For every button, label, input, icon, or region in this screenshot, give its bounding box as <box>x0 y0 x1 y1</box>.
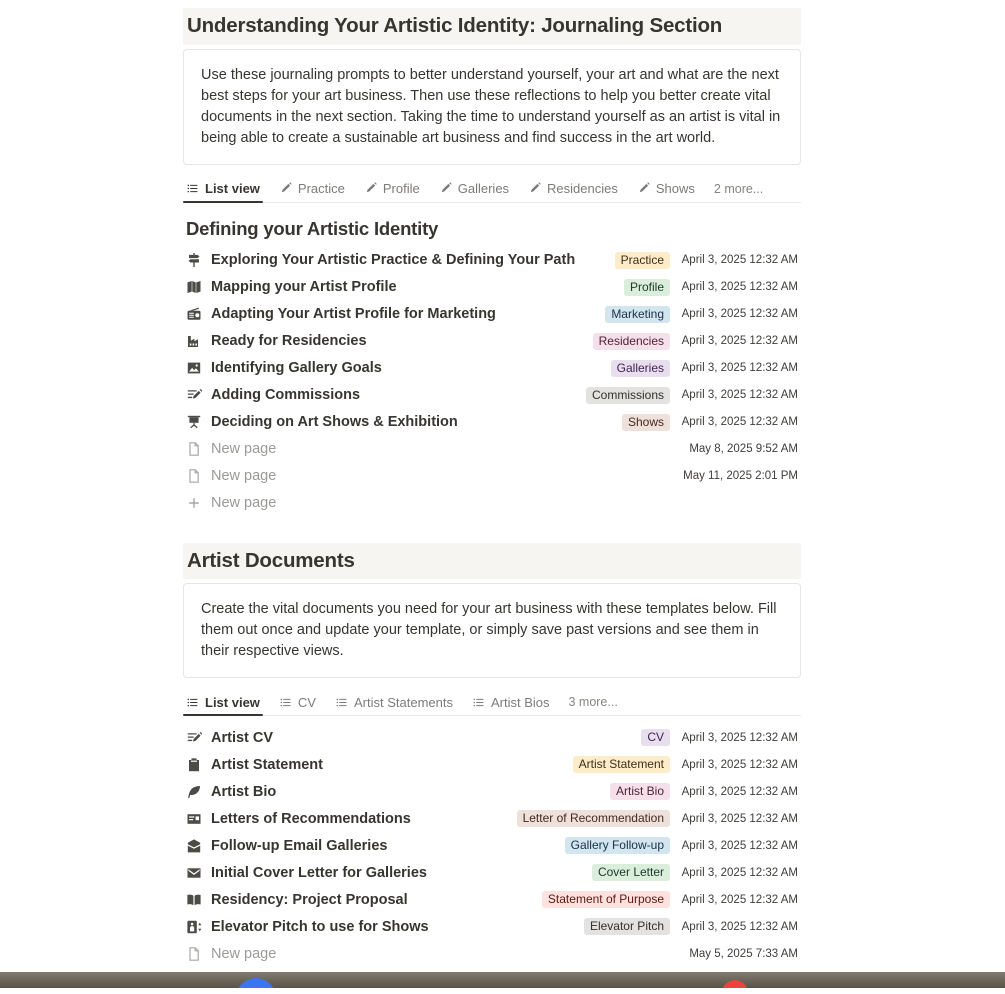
list-view-icon <box>472 696 485 709</box>
quill-icon <box>186 784 203 800</box>
new-page-row[interactable] <box>183 436 801 463</box>
tag-badge: Galleries <box>611 360 670 377</box>
list-item[interactable] <box>183 382 801 409</box>
tag-badge: Marketing <box>605 306 670 323</box>
row-date: April 3, 2025 12:32 AM <box>681 893 798 906</box>
tab-shows[interactable] <box>637 176 695 202</box>
row-date: May 8, 2025 9:52 AM <box>689 443 798 456</box>
list-item[interactable] <box>183 355 801 382</box>
tab-artist-statements[interactable] <box>335 689 453 715</box>
new-page-row[interactable] <box>183 463 801 490</box>
row-title: Initial Cover Letter for Galleries <box>211 864 427 881</box>
view-tabs <box>183 176 801 203</box>
dock-app-icon-blue[interactable] <box>236 978 276 988</box>
pencil-icon <box>637 182 650 195</box>
tag-badge: Elevator Pitch <box>584 918 670 935</box>
pencil-icon <box>364 182 377 195</box>
row-title: Letters of Recommendations <box>211 810 411 827</box>
list-item[interactable] <box>183 301 801 328</box>
journaling-section <box>183 8 801 517</box>
list-item[interactable] <box>183 886 801 913</box>
signpost-icon <box>186 252 203 268</box>
row-date: May 5, 2025 7:33 AM <box>689 947 798 960</box>
id-card-icon <box>186 811 203 827</box>
tag-badge: Cover Letter <box>592 864 670 881</box>
memo-pencil-icon <box>186 387 203 403</box>
list-item[interactable] <box>183 778 801 805</box>
tab-residencies[interactable] <box>528 176 618 202</box>
list-view-icon <box>186 696 199 709</box>
page-list <box>183 247 801 517</box>
section-description: Use these journaling prompts to better understand yourself, your art and what are the next best steps for your art business. Then use these reflections to help you better create vital documents in the next section. Taking the time to understand yourself as an artist is vital in being able to create a sustainable art business and find success in the art world. <box>183 49 801 165</box>
tab-label: List view <box>205 694 260 710</box>
row-title: Elevator Pitch to use for Shows <box>211 918 429 935</box>
tab-list-view[interactable] <box>186 689 260 715</box>
row-title: Artist Statement <box>211 756 323 773</box>
tab-label: Practice <box>297 181 345 197</box>
tag-badge: Shows <box>622 414 670 431</box>
row-date: April 3, 2025 12:32 AM <box>681 254 798 267</box>
tag-badge: Artist Bio <box>610 783 670 800</box>
tag-badge: Residencies <box>593 333 670 350</box>
tag-badge: Profile <box>624 279 670 296</box>
radio-icon <box>186 306 203 322</box>
list-heading: Defining your Artistic Identity <box>186 217 439 239</box>
section-description: Create the vital documents you need for your art business with these templates below. Fill them out once and update your template, or simply save past versions and see them in their respective views. <box>183 583 801 678</box>
pencil-icon <box>439 182 452 195</box>
list-view-icon <box>186 182 199 195</box>
row-date: April 3, 2025 12:32 AM <box>681 308 798 321</box>
row-title: New page <box>211 945 277 962</box>
list-item[interactable] <box>183 409 801 436</box>
section-title: Understanding Your Artistic Identity: Journaling Section <box>183 8 801 45</box>
row-title: Residency: Project Proposal <box>211 891 408 908</box>
row-date: April 3, 2025 12:32 AM <box>681 785 798 798</box>
row-title: Identifying Gallery Goals <box>211 360 382 377</box>
tag-badge: Artist Statement <box>573 756 670 773</box>
row-date: April 3, 2025 12:32 AM <box>681 920 798 933</box>
tag-badge: Statement of Purpose <box>542 891 670 908</box>
row-title: New page <box>211 468 277 485</box>
row-title: Ready for Residencies <box>211 333 367 350</box>
tag-badge: Practice <box>615 252 670 269</box>
view-tabs <box>183 689 801 716</box>
open-book-icon <box>186 892 203 908</box>
page-icon <box>186 441 203 457</box>
tag-badge: Commissions <box>586 387 670 404</box>
tab-label: Residencies <box>547 181 618 197</box>
row-date: April 3, 2025 12:32 AM <box>681 335 798 348</box>
row-title: Artist Bio <box>211 783 277 800</box>
list-view-icon <box>335 696 348 709</box>
row-title: Adding Commissions <box>211 387 361 404</box>
tab-artist-bios[interactable] <box>472 689 550 715</box>
tab-label: CV <box>297 694 316 710</box>
row-date: April 3, 2025 12:32 AM <box>681 839 798 852</box>
row-date: April 3, 2025 12:32 AM <box>681 812 798 825</box>
row-date: April 3, 2025 12:32 AM <box>681 416 798 429</box>
more-views-button[interactable]: 2 more... <box>713 181 764 196</box>
row-title: Artist CV <box>211 729 274 746</box>
list-item[interactable] <box>183 247 801 274</box>
list-item[interactable] <box>183 859 801 886</box>
tag-badge: Letter of Recommendation <box>517 810 670 827</box>
outbox-icon <box>186 838 203 854</box>
list-item[interactable] <box>183 913 801 940</box>
tab-label: Shows <box>655 181 695 197</box>
tag-badge: Gallery Follow-up <box>565 837 670 854</box>
tab-galleries[interactable] <box>439 176 509 202</box>
row-title: New page <box>211 441 277 458</box>
clipboard-icon <box>186 757 203 773</box>
tab-label: Artist Statements <box>353 694 453 710</box>
pencil-icon <box>279 182 292 195</box>
row-date: April 3, 2025 12:32 AM <box>681 731 798 744</box>
row-date: April 3, 2025 12:32 AM <box>681 281 798 294</box>
row-title: Deciding on Art Shows & Exhibition <box>211 414 458 431</box>
tag-badge: CV <box>641 729 670 746</box>
memo-pencil-icon <box>186 730 203 746</box>
pencil-icon <box>528 182 541 195</box>
row-title: Adapting Your Artist Profile for Marketing <box>211 306 496 323</box>
tab-list-view[interactable] <box>186 176 260 202</box>
section-title: Artist Documents <box>183 543 801 580</box>
plus-icon <box>186 495 203 511</box>
tab-label: Artist Bios <box>490 694 550 710</box>
list-item[interactable] <box>183 832 801 859</box>
elevator-icon <box>186 919 203 935</box>
page-list <box>183 724 801 994</box>
list-item[interactable] <box>183 751 801 778</box>
row-date: April 3, 2025 12:32 AM <box>681 389 798 402</box>
envelope-icon <box>186 865 203 881</box>
list-item[interactable] <box>183 328 801 355</box>
new-page-row[interactable] <box>183 940 801 967</box>
dock-bar <box>0 972 1005 988</box>
artist-documents-section <box>183 543 801 994</box>
factory-icon <box>186 333 203 349</box>
projector-screen-icon <box>186 414 203 430</box>
list-item[interactable] <box>183 724 801 751</box>
tab-practice[interactable] <box>279 176 345 202</box>
row-date: May 11, 2025 2:01 PM <box>683 470 798 483</box>
row-title: Exploring Your Artistic Practice & Defining Your Path <box>211 252 576 269</box>
tab-label: Galleries <box>457 181 510 197</box>
row-date: April 3, 2025 12:32 AM <box>681 866 798 879</box>
tab-cv[interactable] <box>279 689 316 715</box>
page-icon <box>186 946 203 962</box>
page-icon <box>186 468 203 484</box>
row-title: Mapping your Artist Profile <box>211 279 397 296</box>
tab-label: Profile <box>382 181 420 197</box>
more-views-button[interactable]: 3 more... <box>568 695 618 710</box>
list-view-icon <box>279 696 292 709</box>
list-item[interactable] <box>183 805 801 832</box>
map-icon <box>186 279 203 295</box>
picture-icon <box>186 360 203 376</box>
tab-profile[interactable] <box>364 176 420 202</box>
row-date: April 3, 2025 12:32 AM <box>681 362 798 375</box>
dock-app-icon-red[interactable] <box>722 980 748 988</box>
row-title: New page <box>211 495 277 512</box>
notion-page-content <box>183 0 801 994</box>
tab-label: List view <box>205 181 260 197</box>
row-title: Follow-up Email Galleries <box>211 837 388 854</box>
row-date: April 3, 2025 12:32 AM <box>681 758 798 771</box>
list-item[interactable] <box>183 274 801 301</box>
add-page-row[interactable] <box>183 490 801 517</box>
